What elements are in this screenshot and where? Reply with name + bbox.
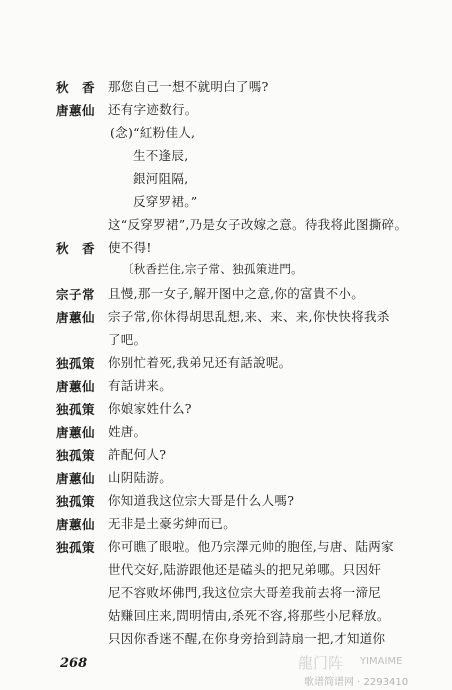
stage-direction: 〔秋香拦住,宗子常、独孤策进門。	[122, 262, 303, 276]
dialogue-line	[0, 353, 452, 377]
dialogue-line	[0, 123, 452, 147]
dialogue-text: 那您自己一想不就明白了嗎?	[108, 79, 269, 94]
dialogue-text: 你别忙着死,我弟兄还有話說呢。	[108, 355, 292, 370]
dialogue-line	[0, 422, 452, 446]
speaker-name: 唐蕙仙	[56, 310, 96, 325]
dialogue-text: 无非是土豪劣紳而已。	[108, 516, 237, 531]
dialogue-line	[0, 560, 452, 584]
speaker-name: 独孤策	[56, 494, 96, 509]
dialogue-line	[0, 468, 452, 492]
dialogue-text: 这“反穿罗裙”,乃是女子改嫁之意。待我将此图撕碎。	[108, 217, 408, 232]
dialogue-line	[0, 330, 452, 354]
dialogue-line	[0, 169, 452, 193]
watermark-site: YIMAIME	[360, 656, 403, 667]
dialogue-text: 山阴陆游。	[108, 470, 173, 485]
speaker-name: 唐蕙仙	[56, 103, 96, 118]
dialogue-line	[0, 307, 452, 331]
dialogue-line	[0, 284, 452, 308]
speaker-name: 唐蕙仙	[56, 471, 96, 486]
page-number: 268	[60, 656, 88, 671]
dialogue-line	[0, 583, 452, 607]
dialogue-text: 你知道我这位宗大哥是什么人嗎?	[108, 493, 295, 508]
speaker-name: 秋 香	[56, 80, 96, 95]
dialogue-text: 使不得!	[108, 240, 152, 255]
dialogue-line	[0, 376, 452, 400]
dialogue-text: 且慢,那一女子,解开图中之意,你的富貴不小。	[108, 286, 365, 301]
dialogue-text: 了吧。	[108, 332, 147, 347]
dialogue-text: 許配何人?	[108, 447, 167, 462]
verse-line: 生不逢辰,	[133, 148, 189, 163]
dialogue-line	[0, 399, 452, 423]
dialogue-line	[0, 514, 452, 538]
verse-line: 銀河阻隔,	[133, 171, 189, 186]
watermark-brand: 龍门阵	[298, 654, 344, 672]
dialogue-text: 还有字迹数行。	[108, 102, 198, 117]
speaker-name: 唐蕙仙	[56, 425, 96, 440]
speaker-name: 独孤策	[56, 356, 96, 371]
dialogue-text: 宗子常,你休得胡思乱想,来、来、来,你快快将我杀	[108, 309, 390, 324]
speaker-name: 秋 香	[56, 241, 96, 256]
dialogue-text: 只因你香迷不醒,在你身旁拾到詩扇一把,才知道你	[108, 631, 386, 646]
dialogue-line	[0, 606, 452, 630]
dialogue-text: 你可瞧了眼啦。他乃宗澤元帅的胞侄,与唐、陆两家	[108, 539, 394, 554]
dialogue-line	[0, 445, 452, 469]
dialogue-line	[0, 261, 452, 285]
dialogue-text: 姑赚回庄来,問明情由,杀死不容,将那些小尼释放。	[108, 608, 390, 623]
dialogue-line	[0, 238, 452, 262]
dialogue-text: 有話讲来。	[108, 378, 173, 393]
dialogue-text: 尼不容败坏佛門,我这位宗大哥差我前去将一渧尼	[108, 585, 382, 600]
dialogue-text: 姓唐。	[108, 424, 147, 439]
speaker-name: 独孤策	[56, 402, 96, 417]
dialogue-line	[0, 629, 452, 653]
dialogue-text: 你娘家姓什么?	[108, 401, 192, 416]
dialogue-line	[0, 491, 452, 515]
watermark-caption: 歌谱简谱网 · 2293410	[304, 677, 409, 688]
dialogue-line	[0, 77, 452, 101]
dialogue-line	[0, 192, 452, 216]
speaker-name: 独孤策	[56, 448, 96, 463]
verse-line: (念)“紅粉佳人,	[110, 125, 196, 140]
speaker-name: 唐蕙仙	[56, 379, 96, 394]
speaker-name: 独孤策	[56, 540, 96, 555]
dialogue-text: 世代交好,陆游跟他还是磕头的把兄弟哪。只因奸	[108, 562, 382, 577]
verse-line: 反穿罗裙。”	[133, 194, 198, 209]
speaker-name: 宗子常	[56, 287, 96, 302]
speaker-name: 唐蕙仙	[56, 517, 96, 532]
dialogue-line	[0, 215, 452, 239]
dialogue-line	[0, 537, 452, 561]
dialogue-line	[0, 100, 452, 124]
dialogue-line	[0, 146, 452, 170]
